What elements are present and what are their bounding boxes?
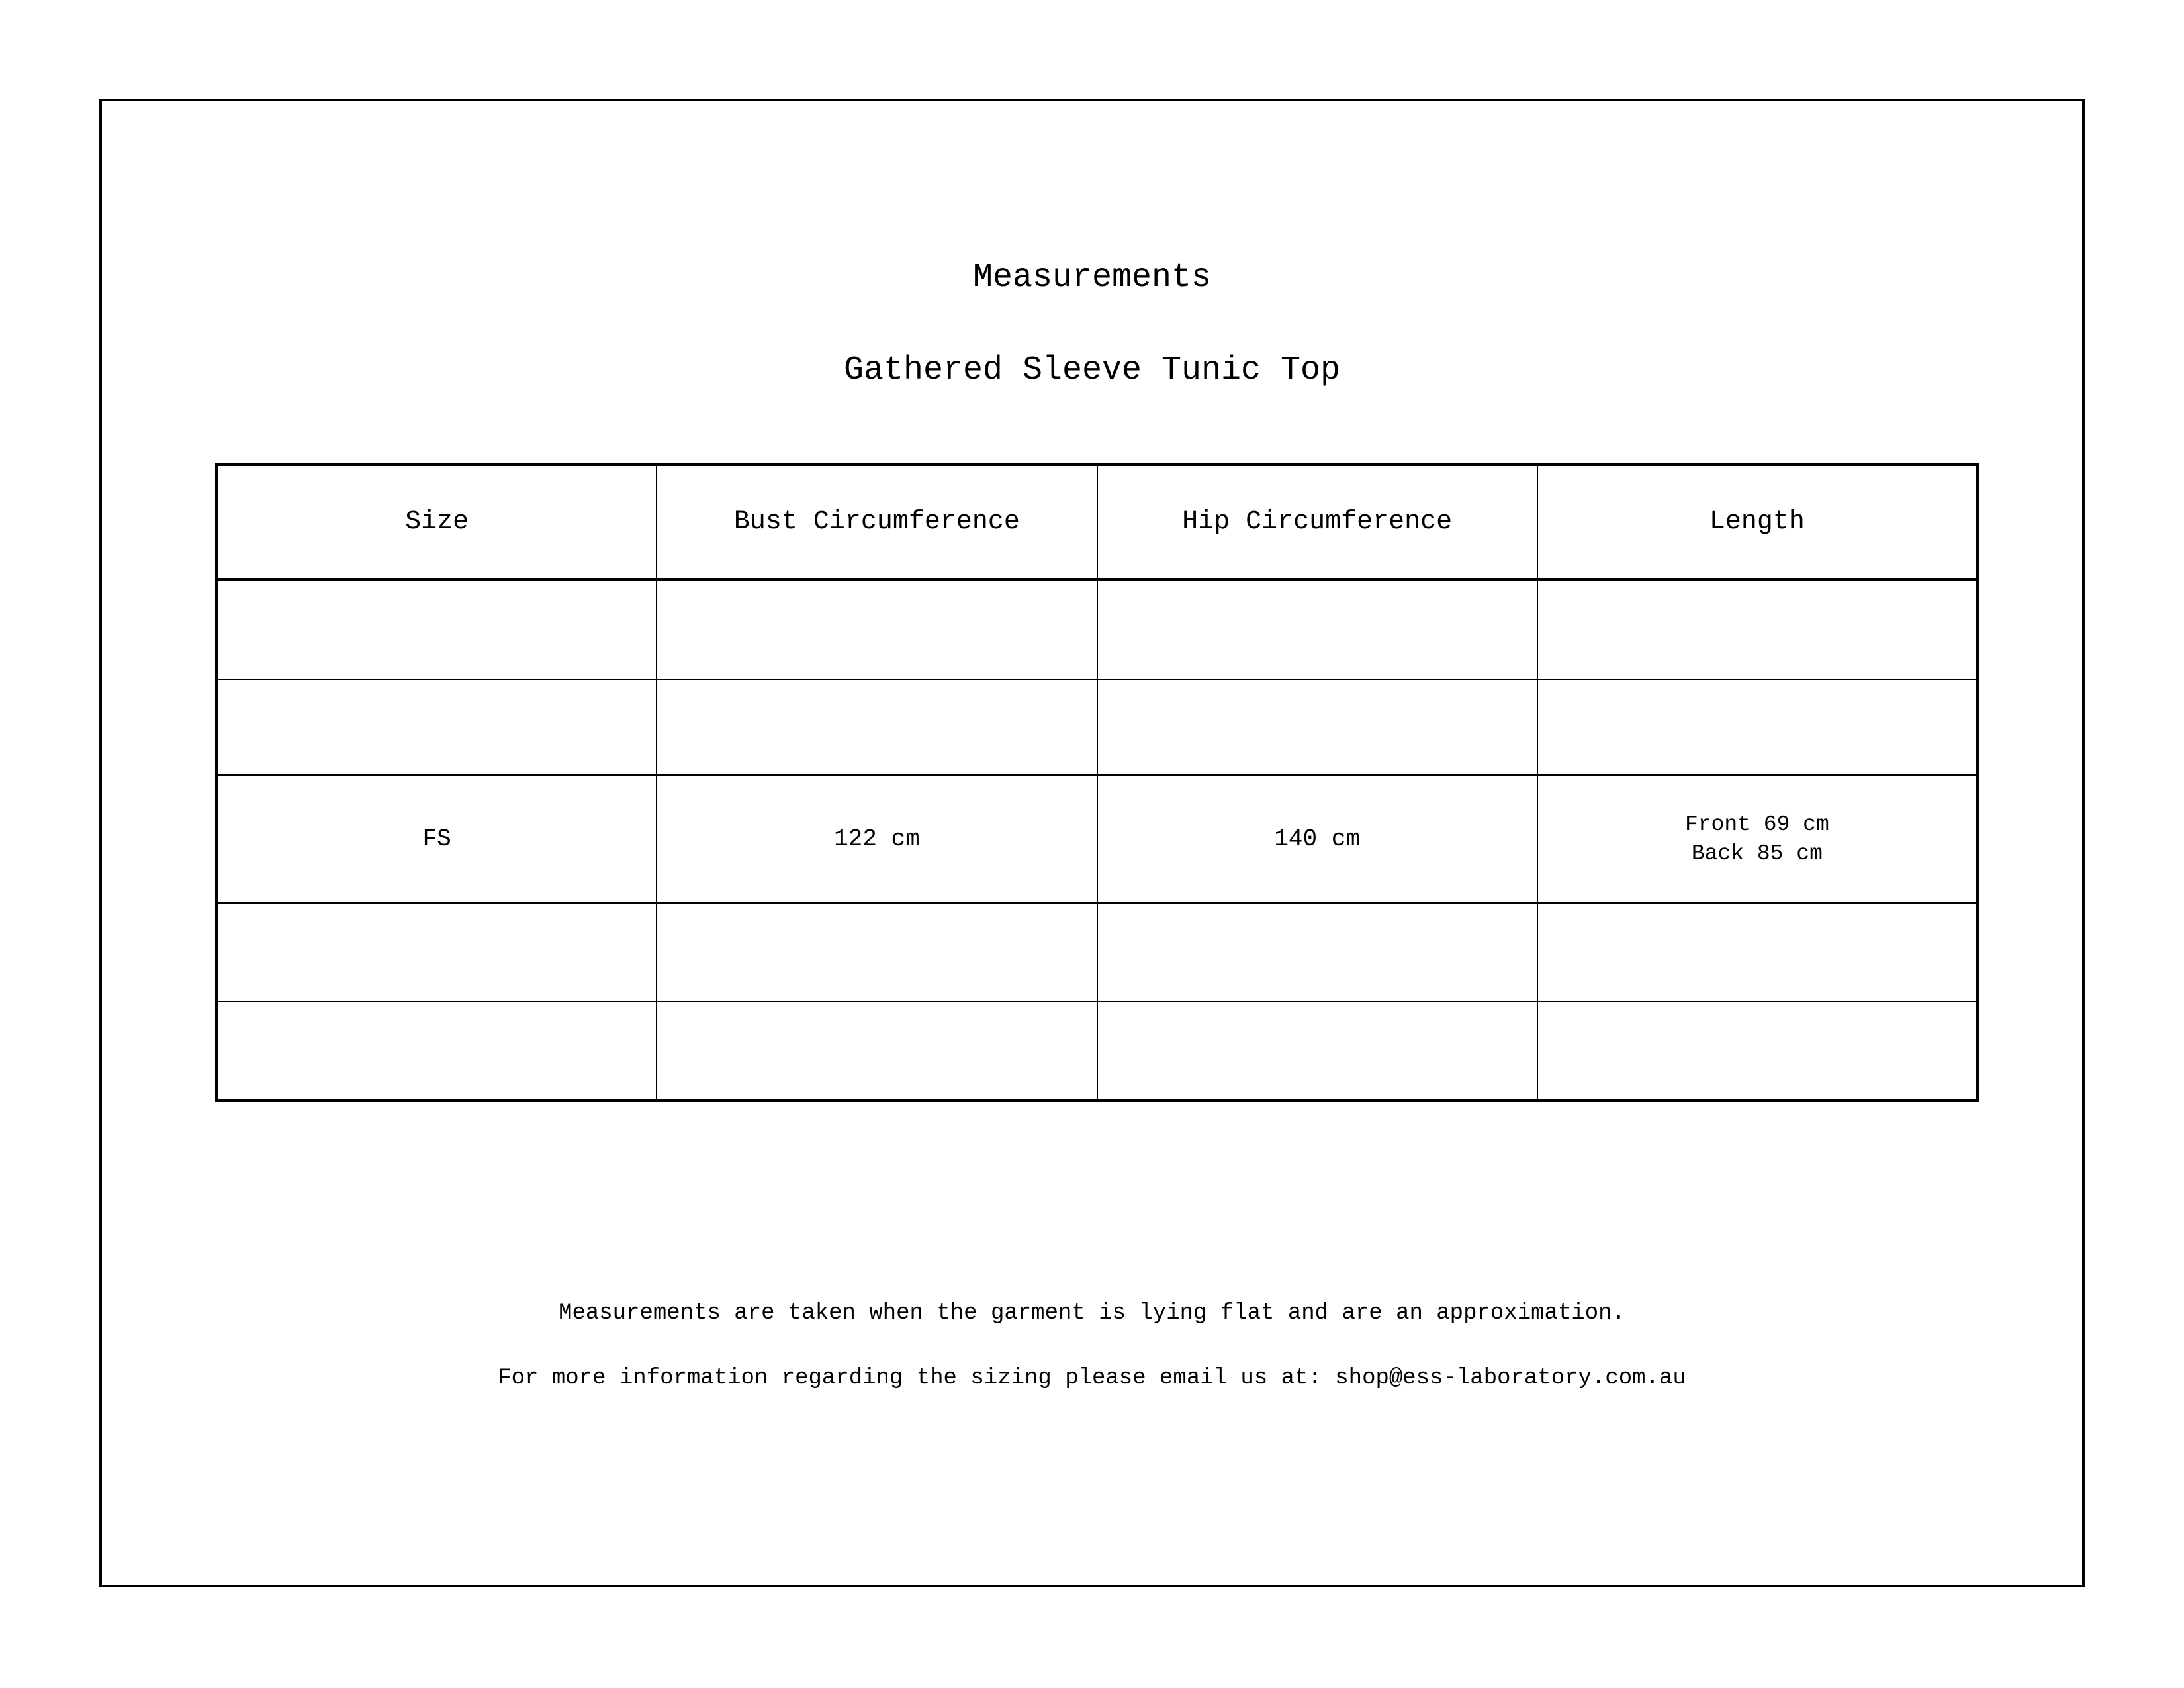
length-front-value: Front 69 cm	[1684, 812, 1829, 837]
table-header-row	[216, 465, 1978, 579]
note-approximation: Measurements are taken when the garment is lying flat and are an approximation.	[559, 1301, 1625, 1326]
length-value-cell	[1537, 775, 1978, 903]
col-header-length: Length	[1537, 465, 1978, 579]
table-cell	[216, 579, 657, 680]
table-cell	[1537, 1002, 1978, 1100]
table-cell	[657, 579, 1097, 680]
table-row	[216, 1002, 1978, 1100]
col-header-bust-circumference: Bust Circumference	[657, 465, 1097, 579]
table-cell	[1537, 579, 1978, 680]
table-cell	[1097, 903, 1537, 1002]
size-value-cell: FS	[216, 775, 657, 903]
col-header-hip-circumference: Hip Circumference	[1097, 465, 1537, 579]
table-cell	[216, 1002, 657, 1100]
table-row	[216, 579, 1978, 680]
length-back-value: Back 85 cm	[1691, 841, 1823, 866]
table-cell	[1097, 1002, 1537, 1100]
bust-value-cell: 122 cm	[657, 775, 1097, 903]
table-cell	[1537, 680, 1978, 775]
table-row	[216, 903, 1978, 1002]
table-cell	[1537, 903, 1978, 1002]
measurements-table	[215, 463, 1979, 1102]
table-cell	[216, 903, 657, 1002]
table-cell	[1097, 680, 1537, 775]
table-cell	[657, 903, 1097, 1002]
table-row-fs	[216, 775, 1978, 903]
table-cell	[1097, 579, 1537, 680]
hip-value-cell: 140 cm	[1097, 775, 1537, 903]
table-row	[216, 680, 1978, 775]
col-header-size: Size	[216, 465, 657, 579]
page-title: Measurements	[972, 259, 1212, 297]
product-name: Gathered Sleeve Tunic Top	[843, 352, 1341, 389]
table-cell	[657, 1002, 1097, 1100]
note-contact-email: For more information regarding the sizing please email us at: shop@ess-laboratory.com.au	[498, 1366, 1686, 1391]
table-cell	[216, 680, 657, 775]
table-cell	[657, 680, 1097, 775]
